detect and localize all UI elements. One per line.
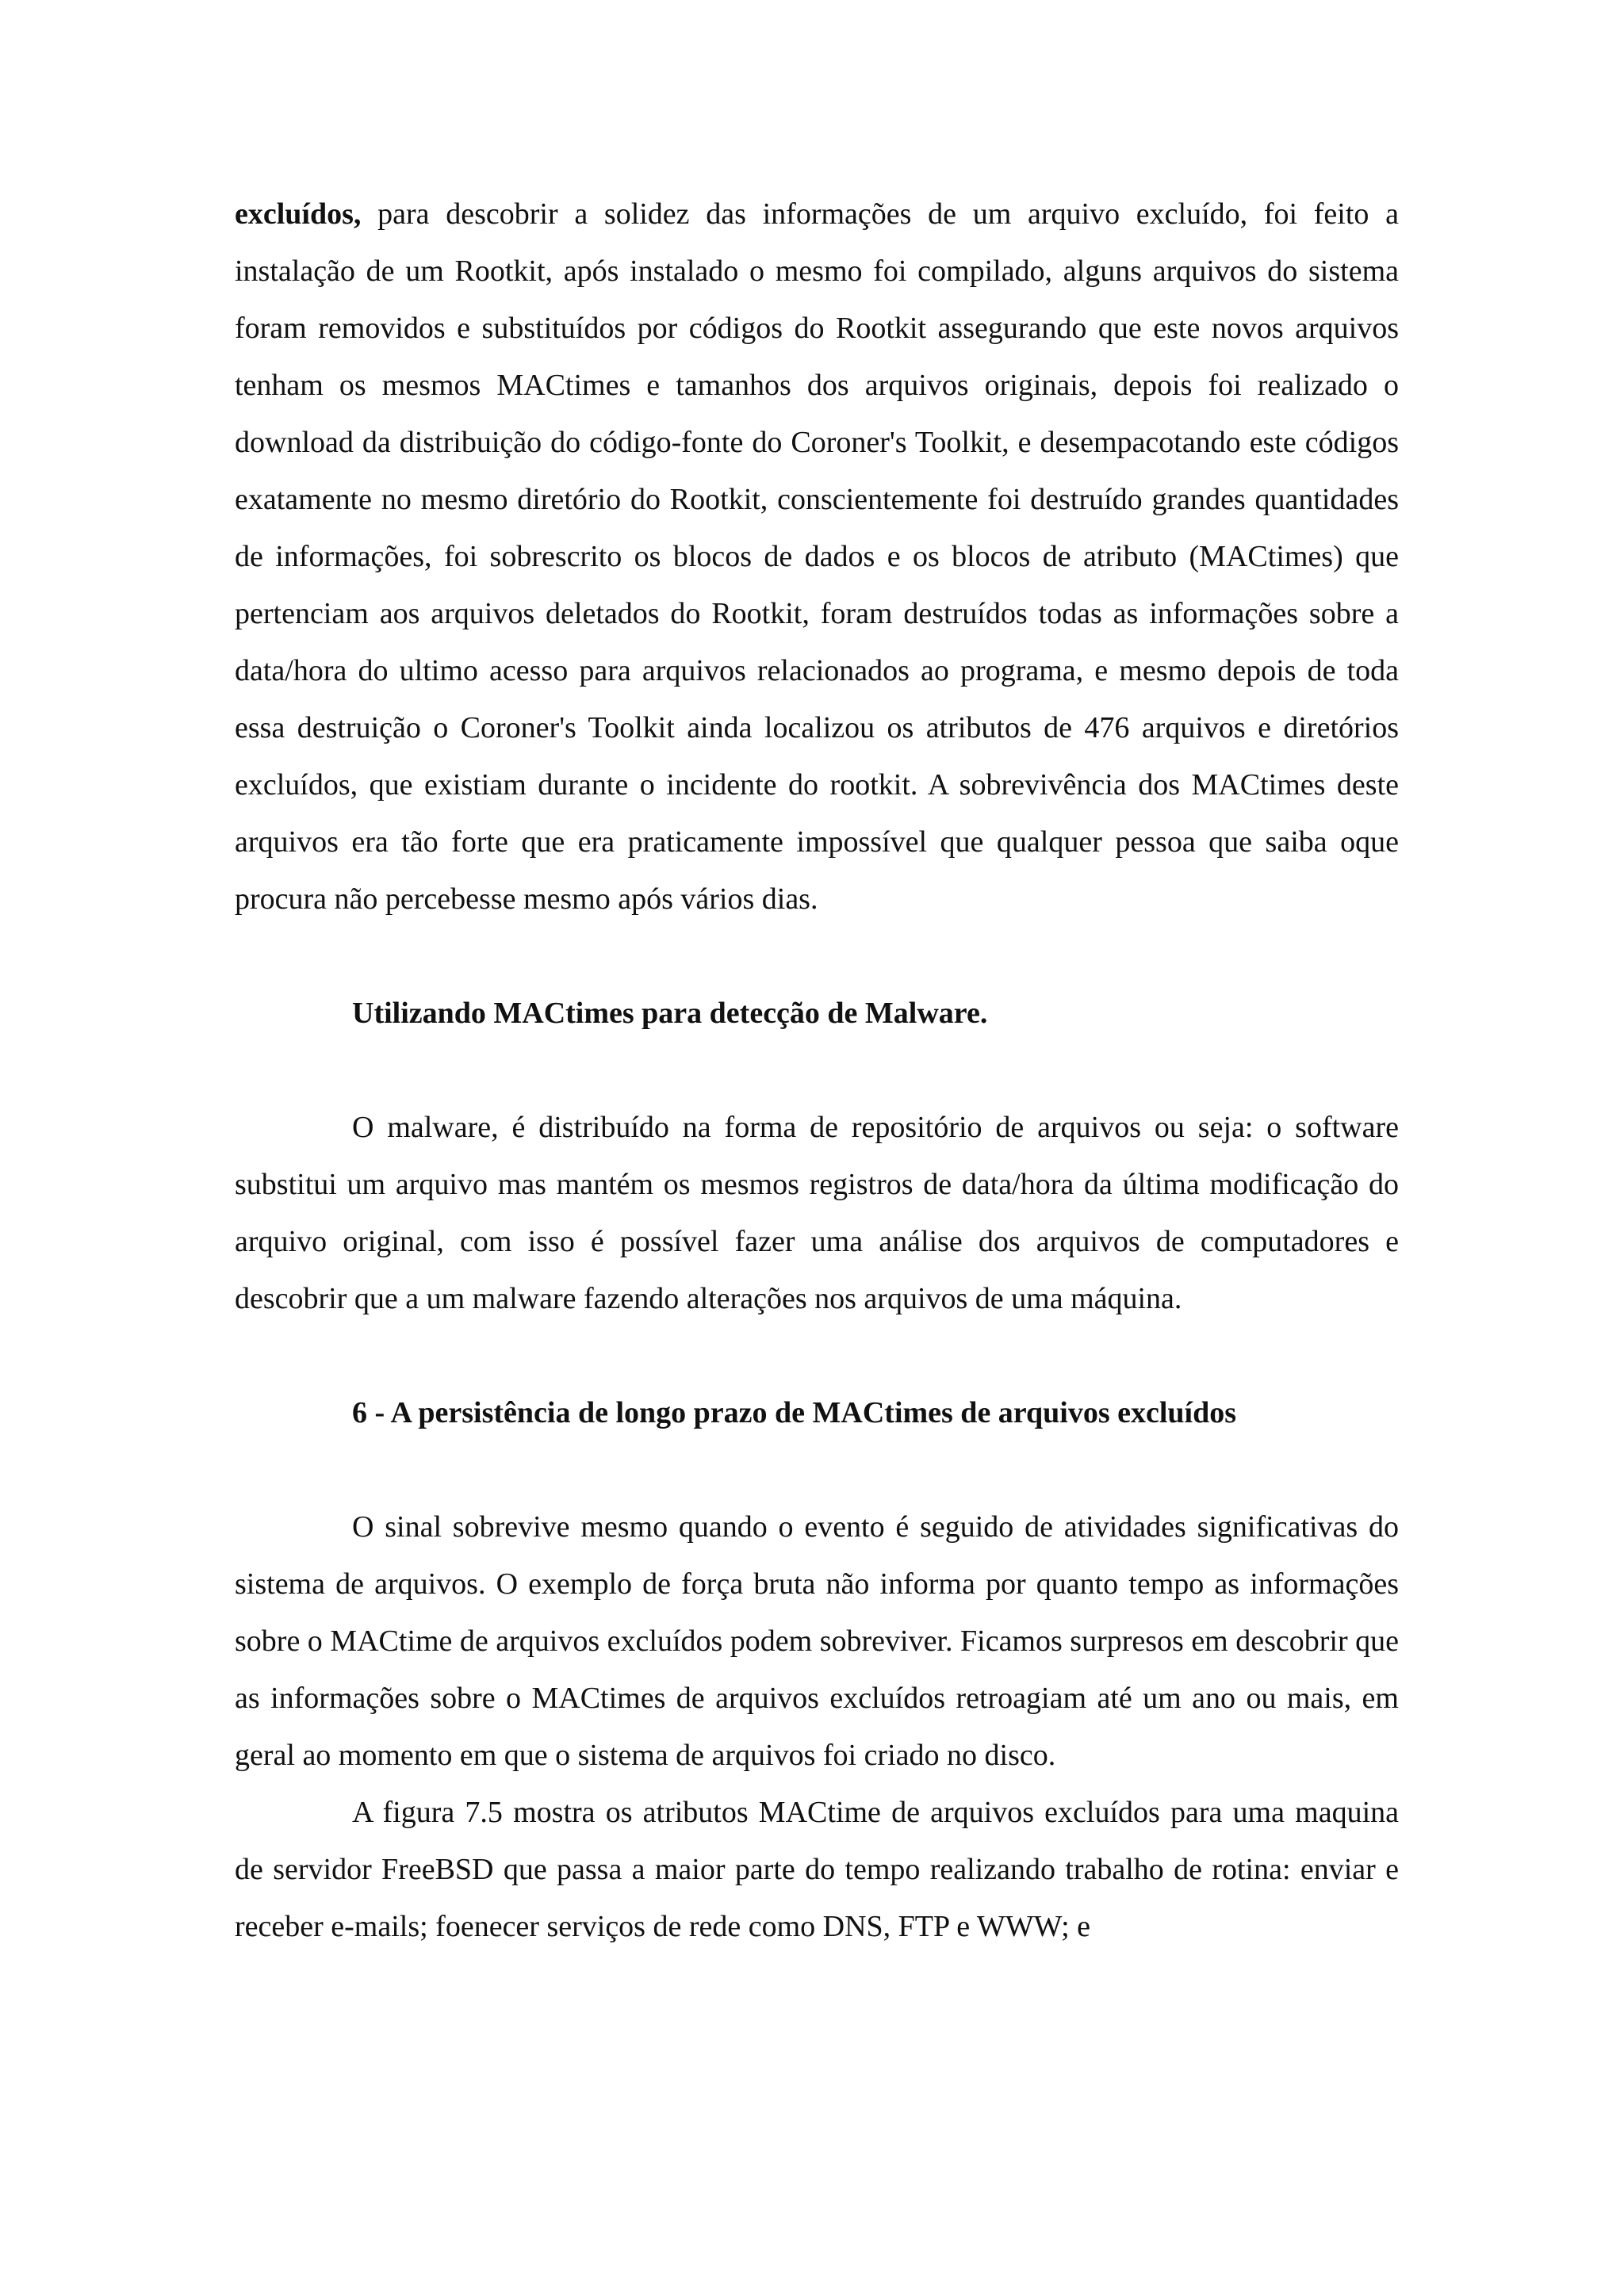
paragraph-1-text: para descobrir a solidez das informações de um arquivo excluído, foi feito a instalação de um Rootkit, após instalado o mesmo foi compilado, alguns arquivos do sistema foram removidos e substituídos por códigos do Rootkit assegurando que este novos arquivos tenham os mesmos MACtimes e tamanhos dos arquivos originais, depois foi realizado o download da distribuição do código-fonte do Coroner's Toolkit, e desempacotando este códigos exatamente no mesmo diretório do Rootkit, conscientemente foi destruído grandes quantidades de informações, foi sobrescrito os blocos de dados e os blocos de atributo (MACtimes) que pertenciam aos arquivos deletados do Rootkit, foram destruídos todas as informações sobre a data/hora do ultimo acesso para arquivos relacionados ao programa, e mesmo depois de toda essa destruição o Coroner's Toolkit ainda localizou os atributos de 476 arquivos e diretórios excluídos, que existiam durante o incidente do rootkit. A sobrevivência dos MACtimes deste arquivos era tão forte que era praticamente impossível que qualquer pessoa que saiba oque procura não percebesse mesmo após vários dias. bbox=[235, 197, 1399, 916]
paragraph-4: A figura 7.5 mostra os atributos MACtime de arquivos excluídos para uma maquina de servidor FreeBSD que passa a maior parte do tempo realizando trabalho de rotina: enviar e receber e-mails; foenecer serviços de rede como DNS, FTP e WWW; e bbox=[235, 1796, 1399, 1943]
document-body bbox=[235, 186, 1399, 1955]
spacer bbox=[235, 928, 1399, 985]
section-heading-malware: Utilizando MACtimes para detecção de Malware. bbox=[352, 997, 988, 1030]
spacer bbox=[235, 1042, 1399, 1099]
paragraph-1-bold-lead: excluídos, bbox=[235, 197, 362, 231]
spacer bbox=[235, 1441, 1399, 1498]
section-heading-persistence: 6 - A persistência de longo prazo de MACtimes de arquivos excluídos bbox=[352, 1396, 1237, 1429]
paragraph-2: O malware, é distribuído na forma de repositório de arquivos ou seja: o software substitui um arquivo mas mantém os mesmos registros de data/hora da última modificação do arquivo original, com isso é possível fazer uma análise dos arquivos de computadores e descobrir que a um malware fazendo alterações nos arquivos de uma máquina. bbox=[235, 1111, 1399, 1315]
paragraph-1 bbox=[235, 186, 1399, 928]
paragraph-3: O sinal sobrevive mesmo quando o evento é seguido de atividades significativas do sistema de arquivos. O exemplo de força bruta não informa por quanto tempo as informações sobre o MACtime de arquivos excluídos podem sobreviver. Ficamos surpresos em descobrir que as informações sobre o MACtimes de arquivos excluídos retroagiam até um ano ou mais, em geral ao momento em que o sistema de arquivos foi criado no disco. bbox=[235, 1510, 1399, 1772]
spacer bbox=[235, 1327, 1399, 1384]
